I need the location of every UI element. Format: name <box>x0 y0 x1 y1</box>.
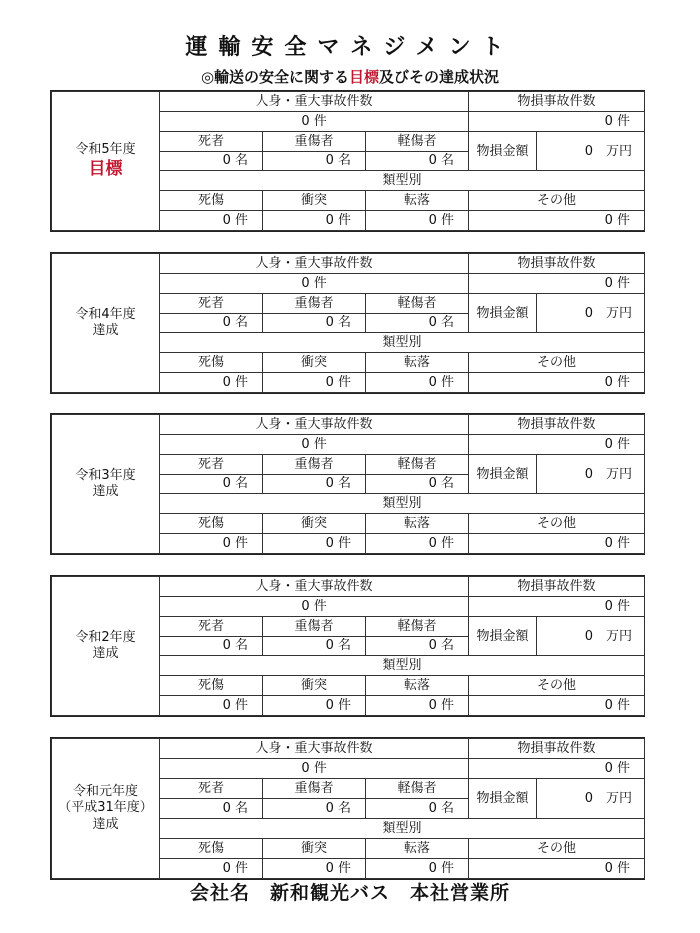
year-status: 達成 <box>92 646 119 661</box>
serious-injury-value: 0 名 <box>263 474 366 494</box>
year-label-cell <box>52 739 160 879</box>
accident-table <box>51 414 645 554</box>
year-label: 令和元年度 <box>72 784 138 800</box>
casualty-value: 0 件 <box>160 211 263 231</box>
year-block <box>50 575 645 717</box>
collision-header: 衝突 <box>263 676 366 696</box>
casualty-header: 死傷 <box>160 353 263 373</box>
year-label-cell <box>52 92 160 231</box>
fall-header: 転落 <box>366 676 469 696</box>
serious-injury-header: 重傷者 <box>263 454 366 474</box>
accident-table <box>51 738 645 879</box>
collision-value: 0 件 <box>263 373 366 393</box>
personal-accidents-total: 0 件 <box>160 596 469 616</box>
damage-amount-header: 物損金額 <box>469 293 537 333</box>
by-type-header: 類型別 <box>160 494 645 514</box>
death-value: 0 名 <box>160 313 263 333</box>
by-type-header: 類型別 <box>160 656 645 676</box>
other-value: 0 件 <box>469 859 645 879</box>
other-header: その他 <box>469 514 645 534</box>
damage-amount-value: 0 万円 <box>537 293 645 333</box>
personal-accidents-total: 0 件 <box>160 759 469 779</box>
serious-injury-header: 重傷者 <box>263 293 366 313</box>
death-header: 死者 <box>160 293 263 313</box>
collision-value: 0 件 <box>263 859 366 879</box>
year-block <box>50 737 645 880</box>
subtitle-accent: 目標 <box>349 68 380 86</box>
property-accidents-total: 0 件 <box>469 434 645 454</box>
serious-injury-header: 重傷者 <box>263 131 366 151</box>
fall-header: 転落 <box>366 191 469 211</box>
serious-injury-value: 0 名 <box>263 636 366 656</box>
serious-injury-value: 0 名 <box>263 151 366 171</box>
damage-amount-header: 物損金額 <box>469 131 537 171</box>
fall-value: 0 件 <box>366 211 469 231</box>
collision-header: 衝突 <box>263 353 366 373</box>
death-header: 死者 <box>160 616 263 636</box>
accident-table <box>51 91 645 231</box>
property-accidents-total: 0 件 <box>469 759 645 779</box>
year-status: 達成 <box>92 323 119 338</box>
casualty-value: 0 件 <box>160 534 263 554</box>
other-value: 0 件 <box>469 211 645 231</box>
minor-injury-value: 0 名 <box>366 636 469 656</box>
death-value: 0 名 <box>160 636 263 656</box>
personal-accidents-total: 0 件 <box>160 273 469 293</box>
page-title: 運輸安全マネジメント <box>185 35 515 60</box>
year-label: 令和3年度 <box>75 467 136 483</box>
personal-accidents-header: 人身・重大事故件数 <box>160 254 469 274</box>
collision-header: 衝突 <box>263 839 366 859</box>
minor-injury-header: 軽傷者 <box>366 293 469 313</box>
serious-injury-header: 重傷者 <box>263 779 366 799</box>
minor-injury-header: 軽傷者 <box>366 616 469 636</box>
damage-amount-header: 物損金額 <box>469 779 537 819</box>
year-label: 令和4年度 <box>75 306 136 322</box>
accident-table <box>51 576 645 716</box>
fall-value: 0 件 <box>366 534 469 554</box>
fall-header: 転落 <box>366 514 469 534</box>
damage-amount-value: 0 万円 <box>537 454 645 494</box>
minor-injury-value: 0 名 <box>366 474 469 494</box>
property-accidents-header: 物損事故件数 <box>469 415 645 435</box>
accident-table <box>51 253 645 393</box>
death-header: 死者 <box>160 454 263 474</box>
collision-header: 衝突 <box>263 191 366 211</box>
personal-accidents-header: 人身・重大事故件数 <box>160 739 469 759</box>
collision-value: 0 件 <box>263 211 366 231</box>
year-status: 目標 <box>88 159 123 179</box>
property-accidents-header: 物損事故件数 <box>469 739 645 759</box>
casualty-header: 死傷 <box>160 676 263 696</box>
fall-header: 転落 <box>366 839 469 859</box>
property-accidents-total: 0 件 <box>469 111 645 131</box>
damage-amount-header: 物損金額 <box>469 616 537 656</box>
other-value: 0 件 <box>469 373 645 393</box>
other-header: その他 <box>469 353 645 373</box>
year-status: 達成 <box>92 816 119 832</box>
fall-value: 0 件 <box>366 696 469 716</box>
other-value: 0 件 <box>469 534 645 554</box>
subtitle-suffix: 及びその達成状況 <box>379 68 500 86</box>
personal-accidents-header: 人身・重大事故件数 <box>160 415 469 435</box>
collision-value: 0 件 <box>263 534 366 554</box>
personal-accidents-total: 0 件 <box>160 111 469 131</box>
property-accidents-total: 0 件 <box>469 273 645 293</box>
serious-injury-value: 0 名 <box>263 799 366 819</box>
damage-amount-value: 0 万円 <box>537 131 645 171</box>
year-block <box>50 413 645 555</box>
damage-amount-header: 物損金額 <box>469 454 537 494</box>
collision-header: 衝突 <box>263 514 366 534</box>
minor-injury-header: 軽傷者 <box>366 454 469 474</box>
casualty-value: 0 件 <box>160 696 263 716</box>
company-footer: 会社名 新和観光バス 本社営業所 <box>189 882 510 904</box>
personal-accidents-header: 人身・重大事故件数 <box>160 577 469 597</box>
casualty-value: 0 件 <box>160 859 263 879</box>
damage-amount-value: 0 万円 <box>537 616 645 656</box>
minor-injury-value: 0 名 <box>366 151 469 171</box>
minor-injury-value: 0 名 <box>366 313 469 333</box>
collision-value: 0 件 <box>263 696 366 716</box>
year-label-cell <box>52 254 160 393</box>
year-label: 令和2年度 <box>75 629 136 645</box>
personal-accidents-total: 0 件 <box>160 434 469 454</box>
serious-injury-header: 重傷者 <box>263 616 366 636</box>
property-accidents-header: 物損事故件数 <box>469 254 645 274</box>
by-type-header: 類型別 <box>160 819 645 839</box>
year-sublabel: （平成31年度） <box>58 800 153 816</box>
property-accidents-header: 物損事故件数 <box>469 577 645 597</box>
by-type-header: 類型別 <box>160 171 645 191</box>
death-header: 死者 <box>160 779 263 799</box>
year-block <box>50 90 645 232</box>
other-value: 0 件 <box>469 696 645 716</box>
year-block <box>50 252 645 394</box>
subtitle-prefix: ◎輸送の安全に関する <box>200 68 350 86</box>
by-type-header: 類型別 <box>160 333 645 353</box>
minor-injury-header: 軽傷者 <box>366 131 469 151</box>
other-header: その他 <box>469 676 645 696</box>
year-label-cell <box>52 415 160 554</box>
fall-header: 転落 <box>366 353 469 373</box>
property-accidents-total: 0 件 <box>469 596 645 616</box>
fall-value: 0 件 <box>366 859 469 879</box>
casualty-header: 死傷 <box>160 191 263 211</box>
casualty-header: 死傷 <box>160 514 263 534</box>
damage-amount-value: 0 万円 <box>537 779 645 819</box>
other-header: その他 <box>469 191 645 211</box>
casualty-value: 0 件 <box>160 373 263 393</box>
minor-injury-header: 軽傷者 <box>366 779 469 799</box>
death-value: 0 名 <box>160 799 263 819</box>
property-accidents-header: 物損事故件数 <box>469 92 645 112</box>
year-status: 達成 <box>92 484 119 499</box>
serious-injury-value: 0 名 <box>263 313 366 333</box>
personal-accidents-header: 人身・重大事故件数 <box>160 92 469 112</box>
year-label: 令和5年度 <box>75 141 136 157</box>
death-value: 0 名 <box>160 474 263 494</box>
year-label-cell <box>52 577 160 716</box>
minor-injury-value: 0 名 <box>366 799 469 819</box>
death-value: 0 名 <box>160 151 263 171</box>
other-header: その他 <box>469 839 645 859</box>
casualty-header: 死傷 <box>160 839 263 859</box>
fall-value: 0 件 <box>366 373 469 393</box>
death-header: 死者 <box>160 131 263 151</box>
page-subtitle <box>0 66 700 87</box>
